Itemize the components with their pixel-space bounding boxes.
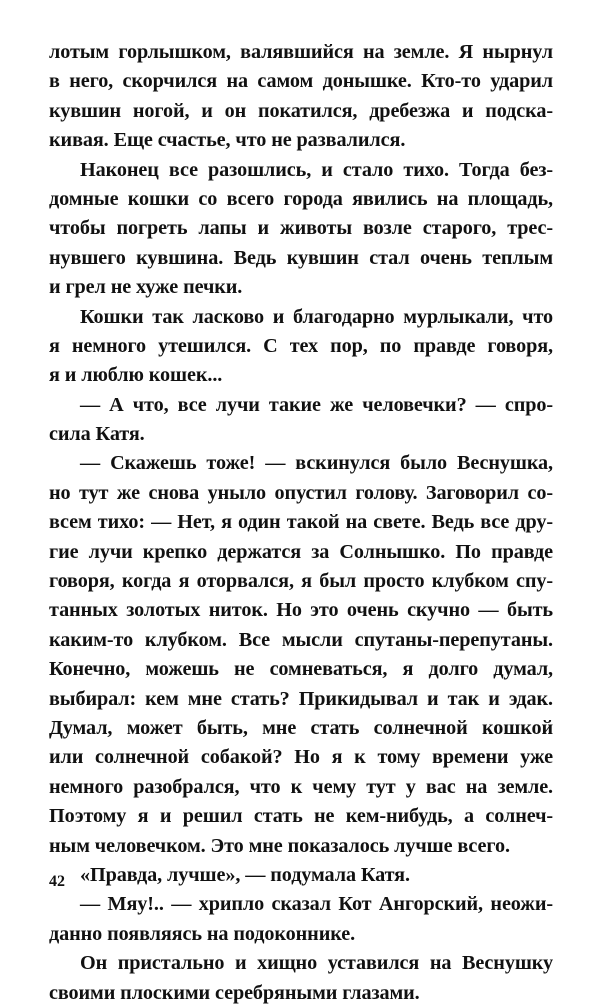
text-line: всем тихо: — Нет, я один такой на свете. Ведь все дру- [49, 511, 553, 534]
text-line: или солнечной собакой? Но я к тому времени уже [49, 746, 553, 769]
text-line: ным человечком. Это мне показалось лучше всего. [49, 834, 510, 857]
text-line: чтобы погреть лапы и животы возле старого, трес- [49, 217, 553, 240]
text-line: данно появляясь на подоконнике. [49, 922, 356, 945]
text-line: Наконец все разошлись, и стало тихо. Тогда без- [80, 158, 553, 181]
text-line: каким-то клубком. Все мысли спутаны-перепутаны. [49, 628, 553, 651]
text-line: Поэтому я и решил стать не кем-нибудь, а солнеч- [49, 805, 553, 828]
text-line: — Скажешь тоже! — вскинулся было Веснушка, [80, 452, 553, 475]
text-line: кувшин ногой, и он покатился, дребезжа и подска- [49, 99, 553, 122]
text-line: говоря, когда я оторвался, я был просто клубком спу- [49, 570, 553, 593]
text-line: и грел не хуже печки. [49, 276, 243, 299]
body-text [49, 38, 553, 1008]
text-line: Думал, может быть, мне стать солнечной кошкой [49, 716, 553, 739]
text-line: домные кошки со всего города явились на площадь, [49, 187, 553, 210]
text-line: сила Катя. [49, 423, 145, 446]
text-line: выбирал: кем мне стать? Прикидывал и так и эдак. [49, 687, 553, 710]
text-line: лотым горлышком, валявшийся на земле. Я нырнул [49, 41, 553, 63]
text-line: я немного утешился. С тех пор, по правде говоря, [49, 334, 553, 357]
text-line: — А что, все лучи такие же человечки? — спро- [80, 393, 553, 416]
text-line: — Мяу!.. — хрипло сказал Кот Ангорский, неожи- [80, 893, 553, 916]
text-line: я и люблю кошек... [49, 364, 223, 387]
text-line: гие лучи крепко держатся за Солнышко. По правде [49, 540, 553, 563]
text-line: танных золотых ниток. Но это очень скучно — быть [49, 599, 553, 622]
text-line: кивая. Еще счастье, что не развалился. [49, 129, 406, 152]
text-line: в него, скорчился на самом донышке. Кто-то ударил [49, 70, 553, 93]
text-line: Конечно, можешь не сомневаться, я долго думал, [49, 658, 553, 681]
text-line: немного разобрался, что к чему тут у вас на земле. [49, 775, 553, 798]
text-line: своими плоскими серебряными глазами. [49, 981, 420, 1004]
text-line: Он пристально и хищно уставился на Веснушку [80, 952, 553, 975]
page-number: 42 [49, 873, 65, 890]
text-line: но тут же снова уныло опустил голову. Заговорил со- [49, 481, 553, 504]
text-line: «Правда, лучше», — подумала Катя. [80, 863, 410, 886]
text-line: Кошки так ласково и благодарно мурлыкали, что [80, 305, 553, 328]
text-line: нувшего кувшина. Ведь кувшин стал очень теплым [49, 246, 553, 269]
